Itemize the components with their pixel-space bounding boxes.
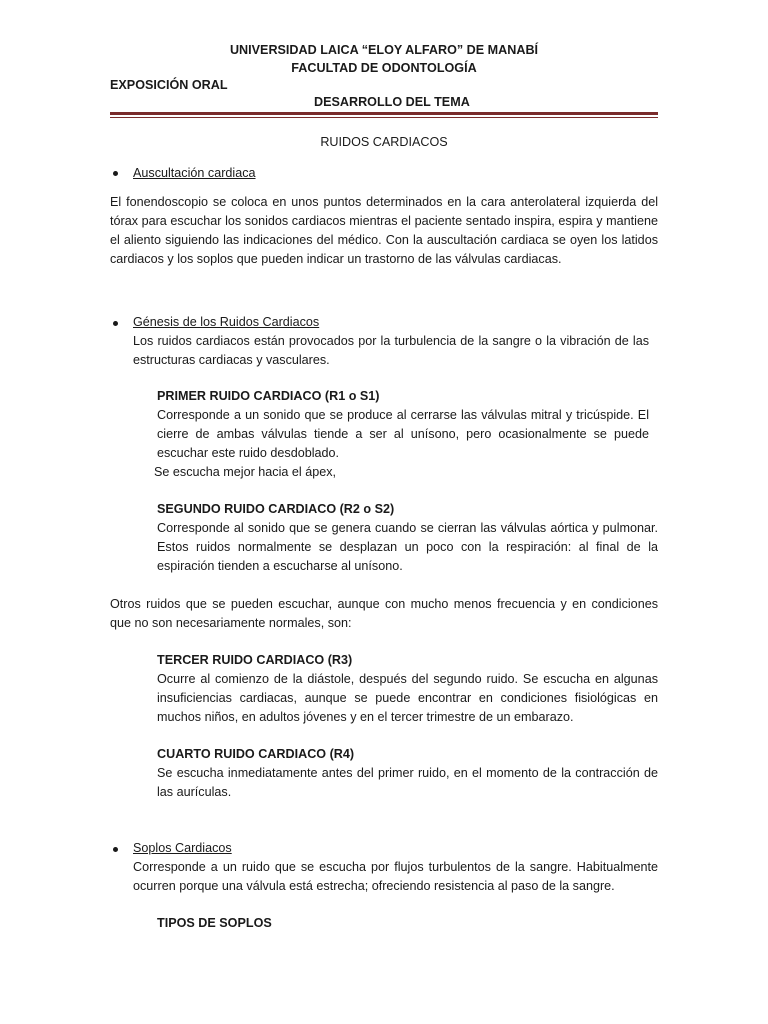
genesis-paragraph: Los ruidos cardiacos están provocados por la turbulencia de la sangre o la vibración de las estructuras cardiacas y vasculares.: [133, 334, 649, 367]
bullet-icon: [113, 321, 118, 326]
header-rule-thick: [110, 112, 658, 115]
document-title: RUIDOS CARDIACOS: [320, 135, 448, 149]
genesis-heading: Génesis de los Ruidos Cardiacos: [133, 315, 320, 329]
auscultation-heading: Auscultación cardiaca: [133, 166, 256, 180]
university-name: UNIVERSIDAD LAICA “ELOY ALFARO” DE MANABÍ: [229, 43, 539, 57]
murmurs-paragraph: Corresponde a un ruido que se escucha por flujos turbulentos de la sangre. Habitualmente ocurren porque una válvula está estrecha; ofreciendo resistencia al paso de la sangre.: [133, 860, 658, 893]
bullet-icon: [113, 847, 118, 852]
fourth-sound-heading: CUARTO RUIDO CARDIACO (R4): [157, 747, 355, 761]
second-sound-paragraph: Corresponde al sonido que se genera cuando se cierran las válvulas aórtica y pulmonar. Estos ruidos normalmente se desplazan un poco con la respiración: al final de la espiración tienden a escucharse al unísono.: [157, 521, 658, 573]
murmurs-heading: Soplos Cardiacos: [133, 841, 232, 855]
header-rule-thin: [110, 117, 658, 118]
second-sound-heading: SEGUNDO RUIDO CARDIACO (R2 o S2): [157, 502, 395, 516]
murmur-types-heading: TIPOS DE SOPLOS: [157, 916, 272, 930]
auscultation-paragraph: El fonendoscopio se coloca en unos puntos determinados en la cara anterolateral izquierda del tórax para escuchar los sonidos cardiacos mientras el paciente sentado inspira, espira y mantiene el aliento siguiendo las indicaciones del médico. Con la auscultación cardiaca se oyen los latidos cardiacos y los soplos que pueden indicar un trastorno de las válvulas cardiacas.: [110, 195, 658, 266]
development-label: DESARROLLO DEL TEMA: [314, 95, 470, 109]
third-sound-paragraph: Ocurre al comienzo de la diástole, después del segundo ruido. Se escucha en algunas insuficiencias cardiacas, aunque se puede encontrar en condiciones fisiológicas en muchos niños, en adultos jóvenes y en el tercer trimestre de un embarazo.: [157, 672, 658, 724]
first-sound-heading: PRIMER RUIDO CARDIACO (R1 o S1): [157, 389, 380, 403]
bullet-icon: [113, 171, 118, 176]
exposition-label: EXPOSICIÓN ORAL: [110, 78, 228, 92]
third-sound-heading: TERCER RUIDO CARDIACO (R3): [157, 653, 353, 667]
fourth-sound-paragraph: Se escucha inmediatamente antes del primer ruido, en el momento de la contracción de las aurículas.: [157, 766, 658, 799]
faculty-name: FACULTAD DE ODONTOLOGÍA: [291, 61, 477, 75]
other-sounds-paragraph: Otros ruidos que se pueden escuchar, aunque con mucho menos frecuencia y en condiciones que no son necesariamente normales, son:: [110, 597, 658, 630]
first-sound-paragraph: Corresponde a un sonido que se produce al cerrarse las válvulas mitral y tricúspide. El cierre de ambas válvulas tiende a ser al unísono, pero ocasionalmente se puede escuchar este ruido desdoblado.: [157, 408, 649, 460]
first-sound-note: Se escucha mejor hacia el ápex,: [154, 465, 337, 479]
